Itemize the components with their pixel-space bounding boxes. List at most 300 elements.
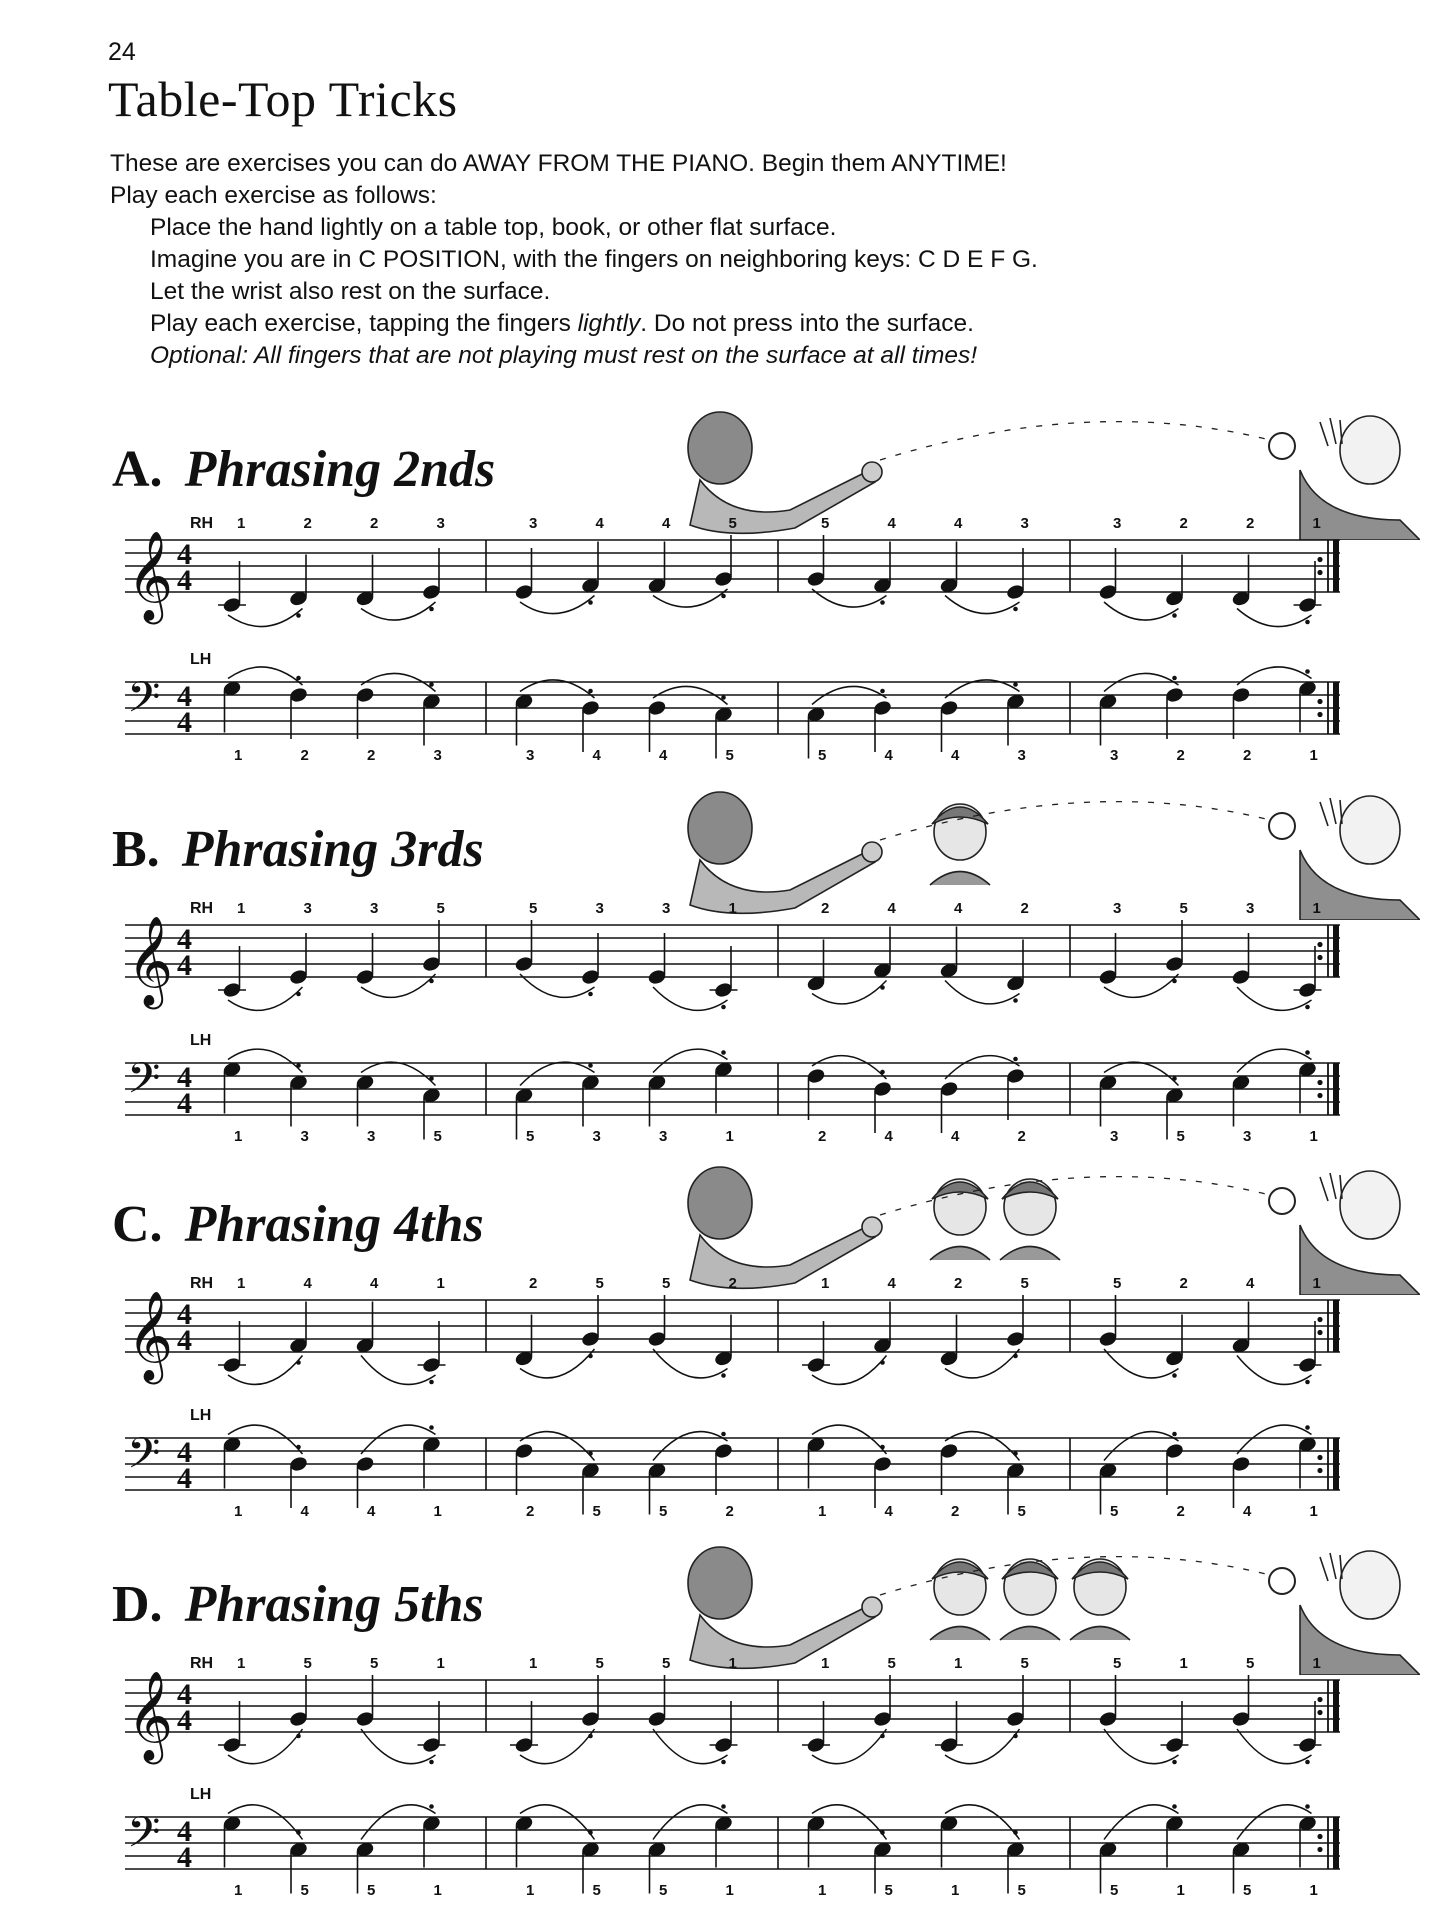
slur [361, 1356, 436, 1385]
exercise-letter: D. [112, 1576, 163, 1633]
finger-number: 2 [303, 515, 312, 532]
staccato-dot [1305, 1425, 1310, 1430]
final-barline [1333, 1063, 1339, 1115]
time-signature: 4 [177, 680, 192, 713]
finger-number: 4 [887, 1275, 896, 1292]
repeat-dot [1317, 557, 1322, 562]
finger-number: 3 [303, 900, 312, 917]
time-signature: 4 [177, 1815, 192, 1848]
step-4 [110, 308, 1038, 340]
finger-number: 1 [1312, 515, 1321, 532]
finger-number: 5 [303, 1655, 312, 1672]
finger-number: 1 [954, 1655, 963, 1672]
finger-number: 1 [725, 1882, 734, 1899]
finger-number: 1 [234, 1882, 243, 1899]
finger-number: 5 [436, 900, 445, 917]
finger-number: 2 [1179, 1275, 1188, 1292]
finger-number: 1 [529, 1655, 538, 1672]
staccato-dot [1013, 998, 1018, 1003]
staccato-dot [296, 1445, 301, 1450]
finger-number: 1 [237, 515, 246, 532]
repeat-dot [1317, 942, 1322, 947]
finger-number: 5 [659, 1882, 668, 1899]
slur [520, 596, 595, 614]
rh-label: RH [190, 1655, 214, 1672]
staccato-dot [296, 613, 301, 618]
staccato-dot [880, 689, 885, 694]
finger-number: 4 [367, 1503, 376, 1520]
staccato-dot [296, 992, 301, 997]
final-barline [1333, 925, 1339, 977]
rh-label: RH [190, 1275, 214, 1292]
finger-number: 5 [659, 1503, 668, 1520]
finger-number: 3 [592, 1128, 601, 1145]
staccato-dot [429, 1425, 434, 1430]
bass-staff [0, 642, 1445, 792]
finger-number: 4 [884, 747, 893, 764]
bass-clef: 𝄢 [127, 1429, 161, 1489]
finger-number: 5 [300, 1882, 309, 1899]
bass-staff [0, 1777, 1445, 1927]
staccato-dot [1305, 1005, 1310, 1010]
staccato-dot [1172, 979, 1177, 984]
step-1: Place the hand lightly on a table top, book, or other flat surface. [150, 214, 837, 241]
finger-number: 3 [1246, 900, 1255, 917]
finger-number: 5 [592, 1503, 601, 1520]
finger-number: 5 [884, 1882, 893, 1899]
finger-number: 2 [370, 515, 379, 532]
exercise-letter: B. [112, 821, 160, 878]
staccato-dot [880, 1445, 885, 1450]
lh-label: LH [190, 1407, 212, 1424]
finger-number: 5 [821, 515, 830, 532]
finger-number: 4 [1246, 1275, 1255, 1292]
staccato-dot [1172, 1760, 1177, 1765]
finger-number: 3 [662, 900, 671, 917]
optional-text: All fingers that are not playing must rest on the surface at all times! [248, 342, 978, 369]
intro-line: Play each exercise as follows: [110, 182, 437, 209]
staccato-dot [721, 1373, 726, 1378]
finger-number: 4 [884, 1503, 893, 1520]
finger-number: 5 [1179, 900, 1188, 917]
finger-number: 1 [1312, 1655, 1321, 1672]
finger-number: 2 [367, 747, 376, 764]
staccato-dot [429, 1804, 434, 1809]
repeat-dot [1317, 712, 1322, 717]
finger-number: 1 [725, 1128, 734, 1145]
staccato-dot [880, 600, 885, 605]
repeat-dot [1317, 1317, 1322, 1322]
finger-number: 1 [1309, 1128, 1318, 1145]
finger-number: 1 [728, 1655, 737, 1672]
finger-number: 1 [237, 1275, 246, 1292]
optional-label: Optional: [150, 342, 249, 369]
finger-number: 5 [526, 1128, 535, 1145]
staccato-dot [1305, 1760, 1310, 1765]
staccato-dot [1013, 1734, 1018, 1739]
bass-clef: 𝄢 [127, 1054, 161, 1114]
exercise-title: Phrasing 2nds [184, 441, 496, 498]
exercise-letter: C. [112, 1196, 163, 1253]
final-barline [1333, 540, 1339, 592]
finger-number: 2 [951, 1503, 960, 1520]
finger-number: 1 [436, 1275, 445, 1292]
finger-number: 5 [595, 1655, 604, 1672]
intro-line: These are exercises you can do AWAY FROM THE PIANO. Begin them ANYTIME! [110, 150, 1007, 177]
finger-number: 3 [1113, 900, 1122, 917]
staccato-dot [296, 1830, 301, 1835]
lh-label: LH [190, 1786, 212, 1803]
finger-number: 3 [433, 747, 442, 764]
slur [228, 1425, 303, 1454]
finger-number: 2 [1179, 515, 1188, 532]
finger-number: 2 [818, 1128, 827, 1145]
finger-number: 5 [1176, 1128, 1185, 1145]
finger-number: 3 [370, 900, 379, 917]
staccato-dot [588, 1734, 593, 1739]
rh-label: RH [190, 900, 214, 917]
time-signature: 4 [177, 564, 192, 597]
finger-number: 5 [818, 747, 827, 764]
finger-number: 2 [529, 1275, 538, 1292]
finger-number: 1 [1309, 1882, 1318, 1899]
time-signature: 4 [177, 923, 192, 956]
finger-number: 4 [370, 1275, 379, 1292]
staccato-dot [721, 1804, 726, 1809]
finger-number: 2 [1176, 747, 1185, 764]
finger-number: 2 [300, 747, 309, 764]
finger-number: 5 [529, 900, 538, 917]
ball [1269, 813, 1295, 839]
staccato-dot [1172, 1804, 1177, 1809]
staccato-dot [429, 1076, 434, 1081]
staccato-dot [588, 992, 593, 997]
finger-number: 1 [1312, 1275, 1321, 1292]
treble-clef: 𝄞 [127, 1291, 174, 1381]
finger-number: 2 [821, 900, 830, 917]
finger-number: 5 [662, 1655, 671, 1672]
time-signature: 4 [177, 1324, 192, 1357]
repeat-dot [1317, 1710, 1322, 1715]
staccato-dot [721, 1432, 726, 1437]
staccato-dot [429, 607, 434, 612]
slur [812, 1425, 887, 1454]
finger-number: 1 [1309, 1503, 1318, 1520]
rh-label: RH [190, 515, 214, 532]
staccato-dot [1013, 1830, 1018, 1835]
staccato-dot [296, 1360, 301, 1365]
finger-number: 1 [234, 1128, 243, 1145]
finger-number: 5 [1110, 1882, 1119, 1899]
finger-number: 3 [529, 515, 538, 532]
slur [945, 596, 1020, 614]
finger-number: 5 [433, 1128, 442, 1145]
staccato-dot [588, 689, 593, 694]
final-barline [1333, 1817, 1339, 1869]
final-barline [1333, 1300, 1339, 1352]
ball [1269, 433, 1295, 459]
finger-number: 3 [436, 515, 445, 532]
staccato-dot [1013, 1057, 1018, 1062]
staccato-dot [429, 682, 434, 687]
staccato-dot [588, 1354, 593, 1359]
ball [1269, 1188, 1295, 1214]
exercise-heading [112, 820, 484, 879]
treble-clef: 𝄞 [127, 916, 174, 1006]
repeat-dot [1317, 1080, 1322, 1085]
repeat-dot [1317, 1847, 1322, 1852]
finger-number: 5 [1020, 1655, 1029, 1672]
staccato-dot [1013, 682, 1018, 687]
staccato-dot [296, 1063, 301, 1068]
time-signature: 4 [177, 1462, 192, 1495]
finger-number: 1 [433, 1882, 442, 1899]
step-4-emphasis: lightly [577, 310, 641, 337]
finger-number: 4 [300, 1503, 309, 1520]
staccato-dot [296, 676, 301, 681]
staccato-dot [880, 1830, 885, 1835]
time-signature: 4 [177, 1298, 192, 1331]
finger-number: 3 [1243, 1128, 1252, 1145]
finger-number: 2 [954, 1275, 963, 1292]
time-signature: 4 [177, 1087, 192, 1120]
finger-number: 3 [595, 900, 604, 917]
finger-number: 5 [725, 747, 734, 764]
finger-number: 5 [662, 1275, 671, 1292]
slur [361, 602, 436, 620]
finger-number: 1 [526, 1882, 535, 1899]
bass-clef: 𝄢 [127, 673, 161, 733]
finger-number: 5 [1110, 1503, 1119, 1520]
staccato-dot [1305, 1050, 1310, 1055]
finger-number: 4 [951, 747, 960, 764]
finger-number: 4 [951, 1128, 960, 1145]
slur [520, 1432, 595, 1461]
final-barline [1333, 1680, 1339, 1732]
finger-number: 1 [728, 900, 737, 917]
finger-number: 2 [725, 1503, 734, 1520]
treble-staff [0, 1640, 1445, 1790]
finger-number: 1 [821, 1275, 830, 1292]
finger-number: 2 [1176, 1503, 1185, 1520]
ball [1269, 1568, 1295, 1594]
page-number: 24 [108, 38, 136, 66]
finger-number: 4 [1243, 1503, 1252, 1520]
finger-number: 3 [1110, 1128, 1119, 1145]
finger-number: 1 [237, 900, 246, 917]
repeat-dot [1317, 955, 1322, 960]
finger-number: 1 [234, 1503, 243, 1520]
finger-number: 2 [526, 1503, 535, 1520]
finger-number: 5 [1020, 1275, 1029, 1292]
treble-clef: 𝄞 [127, 1671, 174, 1761]
staccato-dot [1172, 1373, 1177, 1378]
finger-number: 4 [954, 900, 963, 917]
exercise-heading [112, 440, 495, 499]
finger-number: 3 [659, 1128, 668, 1145]
finger-number: 1 [818, 1882, 827, 1899]
treble-clef: 𝄞 [127, 531, 174, 621]
staccato-dot [588, 1830, 593, 1835]
lh-label: LH [190, 1032, 212, 1049]
time-signature: 4 [177, 706, 192, 739]
exercise-heading [112, 1195, 484, 1254]
staccato-dot [1305, 669, 1310, 674]
staccato-dot [1305, 620, 1310, 625]
staccato-dot [1013, 607, 1018, 612]
finger-number: 4 [954, 515, 963, 532]
finger-number: 1 [951, 1882, 960, 1899]
repeat-dot [1317, 699, 1322, 704]
finger-number: 1 [433, 1503, 442, 1520]
treble-staff [0, 1260, 1445, 1410]
finger-number: 5 [1246, 1655, 1255, 1672]
finger-number: 5 [595, 1275, 604, 1292]
staccato-dot [721, 1005, 726, 1010]
repeat-dot [1317, 1697, 1322, 1702]
finger-number: 2 [1017, 1128, 1026, 1145]
finger-number: 2 [1243, 747, 1252, 764]
final-barline [1333, 1438, 1339, 1490]
step-4-text: Play each exercise, tapping the fingers [150, 310, 578, 337]
step-4-text-end: . Do not press into the surface. [640, 310, 974, 337]
finger-number: 1 [1179, 1655, 1188, 1672]
finger-number: 3 [367, 1128, 376, 1145]
finger-number: 1 [1309, 747, 1318, 764]
step-2: Imagine you are in C POSITION, with the fingers on neighboring keys: C D E F G. [150, 246, 1038, 273]
finger-number: 5 [1113, 1655, 1122, 1672]
final-barline [1333, 682, 1339, 734]
staccato-dot [1013, 1451, 1018, 1456]
finger-number: 5 [887, 1655, 896, 1672]
staccato-dot [1172, 1432, 1177, 1437]
repeat-dot [1317, 1468, 1322, 1473]
finger-number: 5 [1243, 1882, 1252, 1899]
staccato-dot [1013, 1354, 1018, 1359]
staccato-dot [721, 1760, 726, 1765]
slur [1237, 609, 1312, 627]
treble-staff [0, 885, 1445, 1035]
finger-number: 4 [887, 900, 896, 917]
repeat-dot [1317, 570, 1322, 575]
finger-number: 3 [1020, 515, 1029, 532]
finger-number: 1 [237, 1655, 246, 1672]
slur [1104, 602, 1179, 620]
page-title: Table-Top Tricks [108, 71, 458, 127]
staccato-dot [588, 1451, 593, 1456]
finger-number: 3 [1113, 515, 1122, 532]
time-signature: 4 [177, 1841, 192, 1874]
slur [1104, 1349, 1179, 1378]
finger-number: 3 [1017, 747, 1026, 764]
slur [228, 609, 303, 627]
finger-number: 5 [1113, 1275, 1122, 1292]
exercise-title: Phrasing 4ths [184, 1196, 484, 1253]
finger-number: 5 [1017, 1882, 1026, 1899]
repeat-dot [1317, 1834, 1322, 1839]
time-signature: 4 [177, 949, 192, 982]
finger-number: 5 [1017, 1503, 1026, 1520]
staccato-dot [880, 1360, 885, 1365]
staccato-dot [880, 1070, 885, 1075]
lh-label: LH [190, 651, 212, 668]
slur [1237, 1356, 1312, 1385]
finger-number: 1 [1312, 900, 1321, 917]
time-signature: 4 [177, 1061, 192, 1094]
staccato-dot [429, 1380, 434, 1385]
finger-number: 1 [436, 1655, 445, 1672]
repeat-dot [1317, 1093, 1322, 1098]
staccato-dot [721, 594, 726, 599]
staccato-dot [296, 1734, 301, 1739]
finger-number: 4 [592, 747, 601, 764]
repeat-dot [1317, 1330, 1322, 1335]
staccato-dot [1305, 1380, 1310, 1385]
exercise-letter: A. [112, 441, 163, 498]
finger-number: 3 [526, 747, 535, 764]
staccato-dot [1172, 613, 1177, 618]
staccato-dot [1305, 1804, 1310, 1809]
finger-number: 1 [818, 1503, 827, 1520]
staccato-dot [1172, 1076, 1177, 1081]
treble-staff [0, 500, 1445, 650]
time-signature: 4 [177, 1678, 192, 1711]
finger-number: 4 [303, 1275, 312, 1292]
finger-number: 5 [370, 1655, 379, 1672]
finger-number: 4 [884, 1128, 893, 1145]
finger-number: 5 [728, 515, 737, 532]
staccato-dot [588, 600, 593, 605]
exercise-title: Phrasing 3rds [181, 821, 484, 878]
staccato-dot [429, 1760, 434, 1765]
exercise-heading [112, 1575, 484, 1634]
finger-number: 1 [234, 747, 243, 764]
finger-number: 4 [595, 515, 604, 532]
finger-number: 5 [367, 1882, 376, 1899]
staccato-dot [721, 1050, 726, 1055]
finger-number: 3 [300, 1128, 309, 1145]
exercise-title: Phrasing 5ths [184, 1576, 484, 1633]
finger-number: 3 [1110, 747, 1119, 764]
instructions [110, 148, 1038, 372]
bass-staff [0, 1398, 1445, 1548]
finger-number: 2 [1246, 515, 1255, 532]
slur [653, 1349, 728, 1378]
staccato-dot [429, 979, 434, 984]
time-signature: 4 [177, 1436, 192, 1469]
staccato-dot [880, 985, 885, 990]
staccato-dot [880, 1734, 885, 1739]
staccato-dot [721, 695, 726, 700]
time-signature: 4 [177, 1704, 192, 1737]
finger-number: 1 [1176, 1882, 1185, 1899]
step-3: Let the wrist also rest on the surface. [150, 278, 551, 305]
staccato-dot [588, 1063, 593, 1068]
repeat-dot [1317, 1455, 1322, 1460]
finger-number: 2 [1020, 900, 1029, 917]
finger-number: 4 [659, 747, 668, 764]
bass-clef: 𝄢 [127, 1808, 161, 1868]
slur [945, 1432, 1020, 1461]
finger-number: 5 [592, 1882, 601, 1899]
staccato-dot [1172, 676, 1177, 681]
time-signature: 4 [177, 538, 192, 571]
bass-staff [0, 1023, 1445, 1173]
optional-note [110, 340, 1038, 372]
finger-number: 1 [821, 1655, 830, 1672]
finger-number: 2 [728, 1275, 737, 1292]
finger-number: 4 [662, 515, 671, 532]
